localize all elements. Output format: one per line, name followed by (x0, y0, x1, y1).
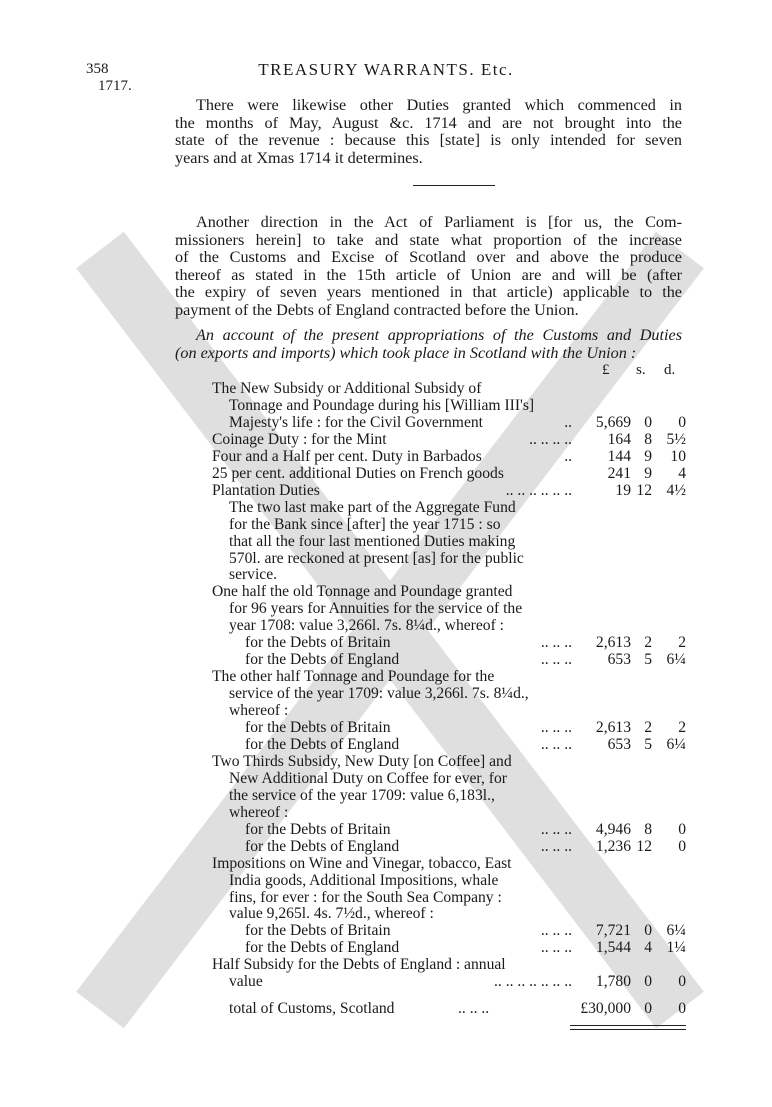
amount-pence: 6¼ (666, 922, 686, 940)
amount-pounds: 7,721 (595, 922, 631, 940)
table-row (0, 482, 772, 499)
table-row (0, 905, 772, 922)
amount-pounds: 2,613 (595, 634, 631, 652)
table-row (0, 634, 772, 651)
row-text: Plantation Duties (212, 481, 320, 499)
row-text: for the Debts of Britain (245, 634, 391, 652)
amount-shillings: 12 (636, 837, 652, 855)
row-text: Coinage Duty : for the Mint (212, 430, 387, 448)
leader-dots: .. .. .. (540, 634, 572, 652)
amount-pounds: 2,613 (595, 719, 631, 736)
amount-pence: 5½ (666, 430, 686, 448)
amount-pence: 0 (678, 820, 686, 838)
column-header-pence: d. (664, 362, 676, 378)
amount-pounds: 1,780 (595, 973, 631, 991)
paragraph-line: state of the revenue : because this [state] is only intended for seven (175, 131, 682, 150)
table-row (0, 499, 772, 516)
total-pence: 0 (678, 1000, 686, 1017)
table-row (0, 973, 772, 990)
total-shillings: 0 (644, 1000, 652, 1017)
paragraph-line: There were likewise other Duties granted which commenced in (196, 96, 682, 114)
table-row (0, 889, 772, 906)
row-text: service. (229, 566, 278, 584)
page-number: 358 (86, 61, 109, 77)
amount-pence: 2 (678, 719, 686, 736)
amount-shillings: 9 (644, 464, 652, 482)
row-text: for the Bank since [after] the year 1715 : so (229, 515, 501, 533)
table-row (0, 855, 772, 872)
row-text: for the Debts of Britain (245, 719, 391, 736)
row-text: 570l. are reckoned at present [as] for the public (229, 549, 524, 567)
amount-shillings: 0 (644, 922, 652, 940)
table-row (0, 465, 772, 482)
table-row (0, 770, 772, 787)
paragraph-line: payment of the Debts of England contracted before the Union. (175, 300, 579, 319)
row-text: the service of the year 1709: value 6,183l., (229, 786, 495, 804)
amount-pence: 10 (670, 447, 686, 465)
amount-pence: 2 (678, 634, 686, 652)
amount-pounds: 5,669 (595, 413, 631, 431)
row-text: The other half Tonnage and Poundage for the (212, 668, 495, 686)
table-row (0, 617, 772, 634)
paragraph-line: of the Customs and Excise of Scotland over and above the produce (175, 248, 682, 267)
amount-shillings: 8 (644, 820, 652, 838)
row-text: for the Debts of England (245, 939, 400, 957)
leader-dots: .. .. .. .. .. .. .. (494, 973, 572, 991)
amount-pounds: 164 (607, 430, 631, 448)
paragraph-duties (175, 96, 682, 167)
paragraph-line: Another direction in the Act of Parliament is [for us, the Com- (196, 213, 682, 231)
amount-shillings: 12 (636, 481, 652, 499)
amount-shillings: 9 (644, 447, 652, 465)
row-text: Four and a Half per cent. Duty in Barbados (212, 447, 482, 465)
row-text: year 1708: value 3,266l. 7s. 8¼d., whereof : (229, 617, 504, 635)
row-text: Two Thirds Subsidy, New Duty [on Coffee] and (212, 752, 512, 770)
row-text: fins, for ever : for the South Sea Company : (229, 888, 502, 906)
row-text: for the Debts of Britain (245, 820, 391, 838)
leader-dots: .. .. .. .. (529, 430, 572, 448)
table-row (0, 821, 772, 838)
amount-pounds: 653 (607, 651, 631, 669)
row-text: Half Subsidy for the Debts of England : annual (212, 956, 506, 974)
paragraph-line: (on exports and imports) which took place in Scotland with the Union : (175, 343, 637, 362)
row-text: value 9,265l. 4s. 7½d., whereof : (229, 905, 434, 923)
table-row (0, 583, 772, 600)
row-text: value (229, 973, 263, 991)
table-row (0, 550, 772, 567)
paragraph-line: thereof as stated in the 15th article of Union are and will be (after (175, 265, 682, 284)
leader-dots: .. .. .. (540, 922, 572, 940)
table-row (0, 600, 772, 617)
amount-shillings: 4 (644, 939, 652, 957)
table-row (0, 651, 772, 668)
amount-shillings: 2 (644, 634, 652, 652)
table-row (0, 380, 772, 397)
amount-pounds: 241 (607, 464, 631, 482)
row-text: for the Debts of England (245, 651, 400, 669)
leader-dots: .. .. .. (540, 939, 572, 957)
table-row (0, 668, 772, 685)
amount-shillings: 8 (644, 430, 652, 448)
leader-dots: .. .. .. (540, 719, 572, 736)
leader-dots: .. .. .. .. .. .. (505, 481, 572, 499)
paragraph-line: the expiry of seven years mentioned in that article) applicable to the (175, 283, 682, 302)
row-text: that all the four last mentioned Duties making (229, 532, 516, 550)
amount-pounds: 4,946 (595, 820, 631, 838)
amount-pounds: 144 (607, 447, 631, 465)
table-row (0, 685, 772, 702)
row-text: service of the year 1709: value 3,266l. 7s. 8¼d., (229, 685, 529, 703)
table-row (0, 533, 772, 550)
row-text: Majesty's life : for the Civil Government (229, 413, 483, 431)
paragraph-line: the months of May, August &c. 1714 and are not brought into the (175, 113, 682, 132)
row-text: Tonnage and Poundage during his [William III's] (229, 396, 535, 414)
table-row (0, 414, 772, 431)
leader-dots: .. (564, 447, 572, 465)
table-row (0, 787, 772, 804)
row-text: New Additional Duty on Coffee for ever, for (229, 769, 507, 787)
row-text: for the Debts of Britain (245, 922, 391, 940)
amount-pence: 4 (678, 464, 686, 482)
leader-dots: .. .. .. (540, 837, 572, 855)
column-header-shillings: s. (636, 362, 646, 378)
amount-shillings: 2 (644, 719, 652, 736)
paragraph-line: An account of the present appropriations of the Customs and Duties (196, 326, 682, 344)
table-row (0, 516, 772, 533)
amount-pounds: 19 (615, 481, 631, 499)
amount-pounds: 653 (607, 735, 631, 753)
amount-shillings: 0 (644, 413, 652, 431)
table-row (0, 939, 772, 956)
table-row (0, 838, 772, 855)
column-header-pounds: £ (602, 362, 610, 378)
leader-dots: .. .. .. (540, 735, 572, 753)
table-row (0, 922, 772, 939)
amount-pence: 1¼ (666, 939, 686, 957)
row-text: whereof : (229, 803, 289, 821)
amount-pence: 4½ (666, 481, 686, 499)
amount-pence: 0 (678, 413, 686, 431)
table-row (0, 397, 772, 414)
table-row (0, 753, 772, 770)
paragraph-line: years and at Xmas 1714 it determines. (175, 148, 423, 167)
row-text: 25 per cent. additional Duties on French goods (212, 464, 504, 482)
table-row (0, 956, 772, 973)
table-row (0, 431, 772, 448)
total-leader-dots: .. .. .. (458, 1000, 490, 1017)
amount-pence: 0 (678, 837, 686, 855)
leader-dots: .. .. .. (540, 820, 572, 838)
row-text: Impositions on Wine and Vinegar, tobacco, East (212, 854, 512, 872)
amount-pounds: 1,544 (595, 939, 631, 957)
table-row (0, 702, 772, 719)
table-row (0, 872, 772, 889)
section-divider (413, 185, 495, 186)
amount-pence: 6¼ (666, 651, 686, 669)
running-title: TREASURY WARRANTS. Etc. (258, 60, 514, 79)
row-text: The two last make part of the Aggregate Fund (229, 498, 516, 516)
amount-pence: 0 (678, 973, 686, 991)
amount-shillings: 5 (644, 735, 652, 753)
account-heading (175, 326, 682, 362)
total-pounds: £30,000 (580, 1000, 631, 1017)
row-text: The New Subsidy or Additional Subsidy of (212, 380, 482, 397)
total-row (0, 1000, 772, 1017)
row-text: whereof : (229, 702, 289, 720)
row-text: India goods, Additional Impositions, whale (229, 871, 499, 889)
row-text: for the Debts of England (245, 837, 400, 855)
row-text: for 96 years for Annuities for the service of the (229, 600, 523, 618)
appropriations-table (0, 380, 772, 1020)
amount-pounds: 1,236 (595, 837, 631, 855)
row-text: One half the old Tonnage and Poundage granted (212, 583, 513, 601)
amount-shillings: 5 (644, 651, 652, 669)
total-double-rule (570, 1025, 686, 1030)
leader-dots: .. (564, 413, 572, 431)
amount-shillings: 0 (644, 973, 652, 991)
table-row (0, 566, 772, 583)
table-row (0, 804, 772, 821)
paragraph-act-direction (175, 213, 682, 320)
table-row (0, 719, 772, 736)
paragraph-line: missioners herein] to take and state what proportion of the increase (175, 230, 682, 249)
row-text: for the Debts of England (245, 735, 400, 753)
margin-year: 1717. (98, 78, 132, 94)
total-label: total of Customs, Scotland (229, 1000, 395, 1017)
leader-dots: .. .. .. (540, 651, 572, 669)
table-row (0, 448, 772, 465)
amount-pence: 6¼ (666, 735, 686, 753)
table-row (0, 736, 772, 753)
